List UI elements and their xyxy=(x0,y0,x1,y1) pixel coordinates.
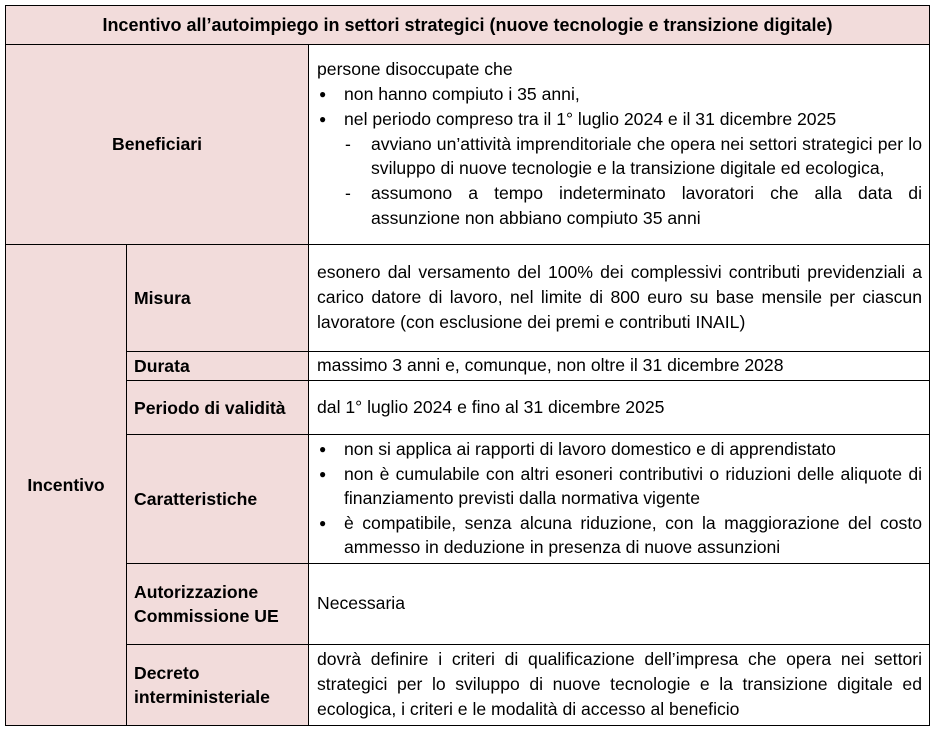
row-durata xyxy=(6,352,930,381)
beneficiari-bullet-2-text: nel periodo compreso tra il 1° luglio 2024 e il 31 dicembre 2025 xyxy=(344,108,837,129)
title-row xyxy=(6,6,930,45)
label-beneficiari: Beneficiari xyxy=(6,45,309,245)
beneficiari-bullet-2 xyxy=(317,107,922,132)
cell-beneficiari xyxy=(309,45,930,245)
beneficiari-bullet-1: ● non hanno compiuto i 35 anni, xyxy=(317,82,922,107)
beneficiari-intro: persone disoccupate che xyxy=(317,59,513,80)
caratteristiche-item-2: ● non è cumulabile con altri esoneri contributivi o riduzioni delle aliquote di finanziamento previsti dalla normativa vigente xyxy=(317,462,922,511)
table-title: Incentivo all’autoimpiego in settori strategici (nuove tecnologie e transizione digitale) xyxy=(6,6,930,45)
beneficiari-bullet-list xyxy=(317,82,922,132)
label-durata: Durata xyxy=(127,352,309,381)
label-incentivo: Incentivo xyxy=(6,245,127,726)
row-periodo xyxy=(6,381,930,435)
cell-caratteristiche xyxy=(309,435,930,564)
cell-durata: massimo 3 anni e, comunque, non oltre il 31 dicembre 2028 xyxy=(309,352,930,381)
cell-misura: esonero dal versamento del 100% dei complessivi contributi previdenziali a carico datore di lavoro, nel limite di 800 euro su base mensile per ciascun lavoratore (con esclusione dei premi e contributi INAIL) xyxy=(309,245,930,352)
label-misura: Misura xyxy=(127,245,309,352)
beneficiari-sub-item-2: - assumono a tempo indeterminato lavoratori che alla data di assunzione non abbiano compiuto 35 anni xyxy=(344,181,922,231)
row-caratteristiche xyxy=(6,435,930,564)
row-beneficiari xyxy=(6,45,930,245)
cell-decreto: dovrà definire i criteri di qualificazione dell’impresa che opera nei settori strategici per lo sviluppo di nuove tecnologie e la transizione digitale ed ecologica, i criteri e le modalità di accesso al beneficio xyxy=(309,645,930,726)
row-misura xyxy=(6,245,930,352)
label-caratteristiche: Caratteristiche xyxy=(127,435,309,564)
caratteristiche-item-3: ● è compatibile, senza alcuna riduzione, con la maggiorazione del costo ammesso in deduzione in presenza di nuove assunzioni xyxy=(317,511,922,560)
label-autorizzazione: Autorizzazione Commissione UE xyxy=(127,564,309,645)
label-periodo: Periodo di validità xyxy=(127,381,309,435)
cell-periodo: dal 1° luglio 2024 e fino al 31 dicembre 2025 xyxy=(309,381,930,435)
caratteristiche-list xyxy=(317,437,922,559)
label-decreto: Decreto interministeriale xyxy=(127,645,309,726)
beneficiari-sub-list xyxy=(317,132,922,231)
cell-autorizzazione: Necessaria xyxy=(309,564,930,645)
row-autorizzazione xyxy=(6,564,930,645)
incentive-table xyxy=(5,5,930,726)
row-decreto xyxy=(6,645,930,726)
beneficiari-sub-item-1: - avviano un’attività imprenditoriale che opera nei settori strategici per lo sviluppo di nuove tecnologie e la transizione digitale ed ecologica, xyxy=(344,132,922,182)
caratteristiche-item-1: ● non si applica ai rapporti di lavoro domestico e di apprendistato xyxy=(317,437,922,461)
